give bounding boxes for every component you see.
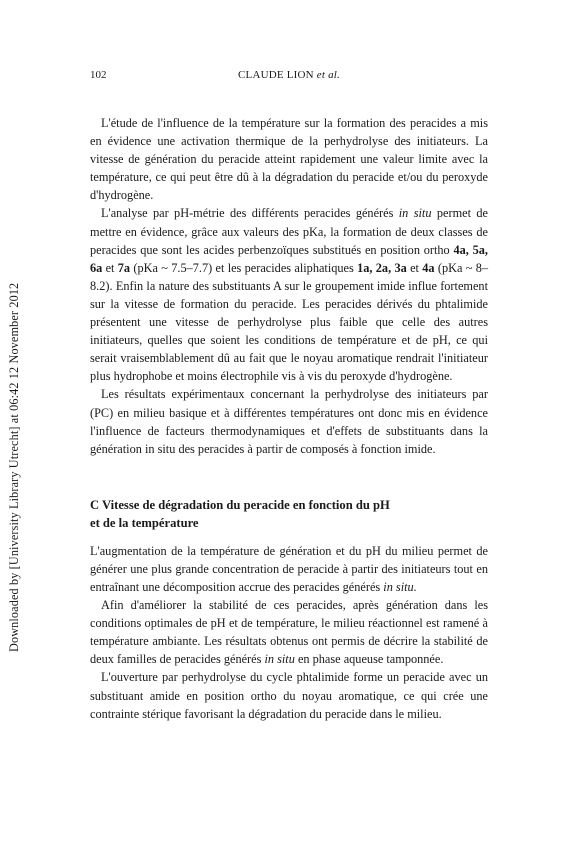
paragraph (90, 114, 488, 204)
text-run: (pKa ~ 7.5–7.7) et les peracides aliphatiques (130, 260, 358, 275)
running-head (90, 69, 488, 81)
running-head-author: CLAUDE LION (238, 69, 314, 81)
text-run: permet de mettre en évidence, grâce aux valeurs des pKa, la formation de deux classes de peracides que sont les acides perbenzoïques substitués en position ortho (90, 206, 488, 257)
italic-text: in situ (398, 206, 432, 221)
paragraphs-before-section (90, 114, 488, 458)
text-run: en phase aqueuse tamponnée. (294, 652, 444, 667)
text-run: (pKa ~ 8–8.2). Enfin la nature des substituants A sur le groupement imide influe fortement sur la vitesse de formation du peracide. Les peracides dérivés du phtalimide présentent une vitesse de perhydrolyse plus faible que celle des autres initiateurs, quelles que soient les conditions de température et de pH, ce qui serait vraisemblablement dû au fait que le noyau aromatique rendrait l'initiateur plus hydrophobe et moins électrophile vis à vis du peroxyde d'hydrogène. (90, 260, 488, 384)
bold-compound-label: 1a, 2a, 3a (357, 260, 407, 275)
section-heading-line-2: et de la température (90, 515, 199, 530)
page-header (90, 69, 488, 83)
text-run: et (406, 260, 423, 275)
bold-compound-label: 7a (117, 260, 131, 275)
bold-compound-label: 4a (422, 260, 435, 275)
paragraph (90, 385, 488, 457)
running-head-etal: et al. (316, 69, 340, 81)
paragraph (90, 542, 488, 596)
text-run: L'augmentation de la température de génération et du pH du milieu permet de générer une plus grande concentration de peracide à partir des initiateurs tout en entraînant une décomposition accrue des peracides générés (90, 543, 488, 594)
text-run: L'étude de l'influence de la température sur la formation des peracides a mis en évidence une activation thermique de la perhydrolyse des initiateurs. La vitesse de génération du peracide atteint rapidement une valeur limite avec la température, ce qui peut être dû à la dégradation du peracide et/ou du peroxyde d'hydrogène. (90, 116, 488, 203)
text-run: Les résultats expérimentaux concernant la perhydrolyse des initiateurs par (PC) en milieu basique et à différentes températures ont donc mis en évidence l'influence de facteurs thermodynamiques et d'effets de substituants dans la génération in situ des peracides à partir de composés à fonction imide. (90, 387, 488, 456)
italic-text: in situ. (383, 579, 417, 594)
text-run: L'analyse par pH-métrie des différents peracides générés (101, 206, 399, 221)
text-run: Afin d'améliorer la stabilité de ces peracides, après génération dans les conditions optimales de pH et de température, le milieu réactionnel est ramené à température ambiante. Les résultats obtenus ont permis de décrire la stabilité de deux familles de peracides générés (90, 598, 488, 667)
text-run: et (102, 260, 118, 275)
paragraphs-after-section (90, 542, 488, 723)
bold-compound-label: 4a, 5a, 6a (90, 242, 488, 275)
page-body (90, 114, 488, 723)
download-watermark: Downloaded by [University Library Utrecht] at 06:42 12 November 2012 (7, 282, 21, 652)
italic-text: in situ (264, 652, 295, 667)
page-number: 102 (90, 69, 107, 81)
section-heading-line-1: C Vitesse de dégradation du peracide en fonction du pH (90, 497, 390, 512)
paragraph (90, 204, 488, 385)
paragraph (90, 596, 488, 668)
text-run: L'ouverture par perhydrolyse du cycle phtalimide forme un peracide avec un substituant amide en position ortho du noyau aromatique, ce qui crée une contrainte stérique favorisant la dégradation du peracide dans le milieu. (90, 670, 488, 721)
section-heading (90, 496, 488, 532)
paragraph (90, 668, 488, 722)
